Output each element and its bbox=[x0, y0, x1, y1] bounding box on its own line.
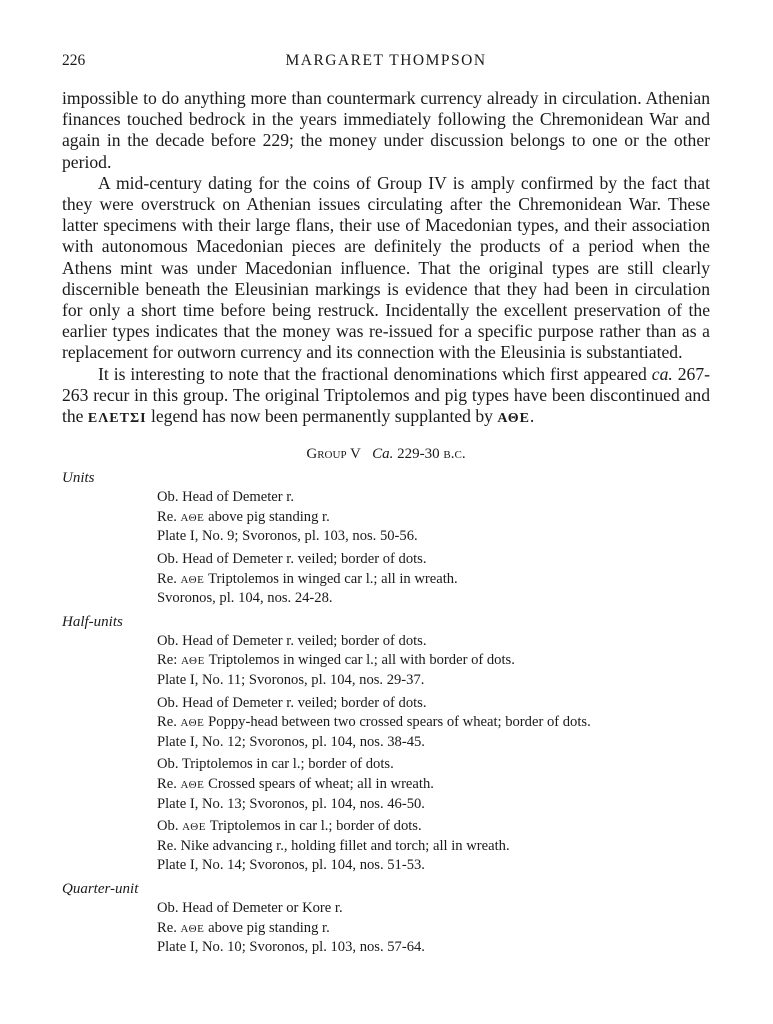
line-text: Ob. Head of Demeter r. veiled; border of dots. bbox=[157, 632, 427, 649]
body-text bbox=[62, 88, 710, 429]
ethnic-legend: ΑΘΕ bbox=[180, 778, 205, 791]
paragraph-3 bbox=[62, 364, 710, 430]
ethnic-legend: ΑΘΕ bbox=[180, 511, 205, 524]
coin-entry bbox=[157, 632, 710, 691]
catalog-section bbox=[62, 612, 710, 876]
entry-line bbox=[157, 938, 710, 958]
line-text: Plate I, No. 11; Svoronos, pl. 104, nos. 29-37. bbox=[157, 672, 425, 688]
entry-line bbox=[157, 632, 710, 652]
greek-legend-new: ΑΘΕ bbox=[497, 411, 530, 427]
group-heading bbox=[62, 446, 710, 468]
coin-entry bbox=[157, 488, 710, 547]
line-text: Plate I, No. 14; Svoronos, pl. 104, nos. 51-53. bbox=[157, 857, 425, 874]
entry-line bbox=[157, 837, 710, 857]
ethnic-legend: ΑΘΕ bbox=[180, 655, 205, 668]
entry-line bbox=[157, 671, 710, 691]
line-text: Re. bbox=[157, 714, 177, 731]
line-text: Plate I, No. 13; Svoronos, pl. 104, nos. 46-50. bbox=[157, 795, 425, 812]
line-text: Triptolemos in winged car l.; all in wreath. bbox=[208, 570, 458, 587]
running-head bbox=[62, 52, 710, 76]
entry-line bbox=[157, 713, 710, 733]
section-label: Quarter-unit bbox=[62, 880, 139, 897]
coin-entry bbox=[157, 550, 710, 609]
line-text: Ob. Head of Demeter or Kore r. bbox=[157, 899, 343, 916]
line-text: Plate I, No. 10; Svoronos, pl. 103, nos. 57-64. bbox=[157, 939, 425, 956]
line-text: Ob. bbox=[157, 818, 179, 835]
section-label: Half-units bbox=[62, 613, 123, 630]
greek-legend-old: ΕΛΕΤΣΙ bbox=[87, 411, 147, 427]
line-text: Ob. Head of Demeter r. bbox=[157, 489, 294, 506]
line-text: Svoronos, pl. 104, nos. 24-28. bbox=[157, 590, 333, 607]
group-dates: 229-30 bbox=[397, 446, 440, 463]
entry-line bbox=[157, 589, 710, 609]
entry-line bbox=[157, 817, 710, 837]
entry-line bbox=[157, 795, 710, 815]
coin-entry bbox=[157, 694, 710, 753]
running-title: MARGARET THOMPSON bbox=[285, 52, 487, 69]
entry-line bbox=[157, 775, 710, 795]
section-label: Units bbox=[62, 470, 95, 487]
line-text: above pig standing r. bbox=[208, 919, 330, 936]
entry-line bbox=[157, 733, 710, 753]
entry-line bbox=[157, 651, 710, 671]
ethnic-legend: ΑΘΕ bbox=[182, 821, 207, 834]
line-text: above pig standing r. bbox=[208, 508, 330, 525]
paragraph-3-text: 267-263 recur in this group. The original Triptolemos and pig types have been discontinued and the bbox=[62, 363, 710, 427]
entry-line bbox=[157, 527, 710, 547]
line-text: Ob. Head of Demeter r. veiled; border of dots. bbox=[157, 551, 427, 568]
entry-line bbox=[157, 550, 710, 570]
entry-line bbox=[157, 919, 710, 939]
catalog-section bbox=[62, 879, 710, 958]
page bbox=[62, 52, 710, 961]
ethnic-legend: ΑΘΕ bbox=[180, 573, 205, 586]
coin-catalog bbox=[62, 468, 710, 957]
line-text: Re. bbox=[157, 775, 177, 792]
line-text: Re. bbox=[157, 570, 177, 587]
line-text: Plate I, No. 12; Svoronos, pl. 104, nos. 38-45. bbox=[157, 733, 425, 750]
ethnic-legend: ΑΘΕ bbox=[180, 717, 205, 730]
paragraph-3-end: . bbox=[529, 406, 535, 427]
line-text: Re. bbox=[157, 508, 177, 525]
coin-entry bbox=[157, 899, 710, 958]
group-label: Group V bbox=[306, 446, 361, 463]
coin-entry bbox=[157, 755, 710, 814]
entry-line bbox=[157, 755, 710, 775]
coin-entry bbox=[157, 817, 710, 876]
line-text: Re. bbox=[157, 919, 177, 936]
page-number: 226 bbox=[62, 52, 86, 69]
paragraph-1: impossible to do anything more than countermark currency already in circulation. Athenian finances touched bedrock in the years immediately following the Chremonidean War and again in the decade before 229; the money under discussion belongs to one or the other period. bbox=[62, 88, 710, 172]
entry-line bbox=[157, 856, 710, 876]
line-text: Triptolemos in car l.; border of dots. bbox=[209, 818, 422, 835]
line-text: Triptolemos in winged car l.; all with border of dots. bbox=[208, 652, 515, 669]
entry-line bbox=[157, 694, 710, 714]
paragraph-2: A mid-century dating for the coins of Group IV is amply confirmed by the fact that they were overstruck on Athenian issues circulating after the Chremonidean War. These latter specimens with their large flans, their use of Macedonian types, and their association with autonomous Macedonian pieces are definitely the products of a period when the Athens mint was under Macedonian influence. That the original types are still clearly discernible beneath the Eleusinian markings is evidence that they had been in circulation for only a short time before being restruck. Incidentally the excellent preservation of the earlier types indicates that the money was re-issued for a specific purpose rather than as a replacement for outworn currency and its connection with the Eleusinia is substantiated. bbox=[62, 172, 710, 363]
line-text: Ob. Head of Demeter r. veiled; border of dots. bbox=[157, 694, 427, 711]
entry-line bbox=[157, 488, 710, 508]
paragraph-3-text: It is interesting to note that the fractional denominations which first appeared bbox=[98, 363, 647, 384]
line-text: Poppy-head between two crossed spears of wheat; border of dots. bbox=[208, 714, 591, 731]
line-text: Crossed spears of wheat; all in wreath. bbox=[208, 775, 434, 792]
line-text: Re. Nike advancing r., holding fillet and torch; all in wreath. bbox=[157, 837, 510, 854]
entry-line bbox=[157, 899, 710, 919]
entry-line bbox=[157, 508, 710, 528]
paragraph-3-text: legend has now been permanently supplanted by bbox=[150, 406, 493, 427]
ethnic-legend: ΑΘΕ bbox=[180, 922, 205, 935]
group-era: b.c. bbox=[443, 446, 466, 463]
entry-line bbox=[157, 570, 710, 590]
line-text: Ob. Triptolemos in car l.; border of dots. bbox=[157, 756, 394, 773]
group-circa: Ca. bbox=[372, 446, 394, 463]
line-text: Re: bbox=[157, 652, 178, 669]
line-text: Plate I, No. 9; Svoronos, pl. 103, nos. 50-56. bbox=[157, 528, 418, 545]
circa-abbrev: ca. bbox=[651, 363, 673, 384]
catalog-section bbox=[62, 468, 710, 609]
